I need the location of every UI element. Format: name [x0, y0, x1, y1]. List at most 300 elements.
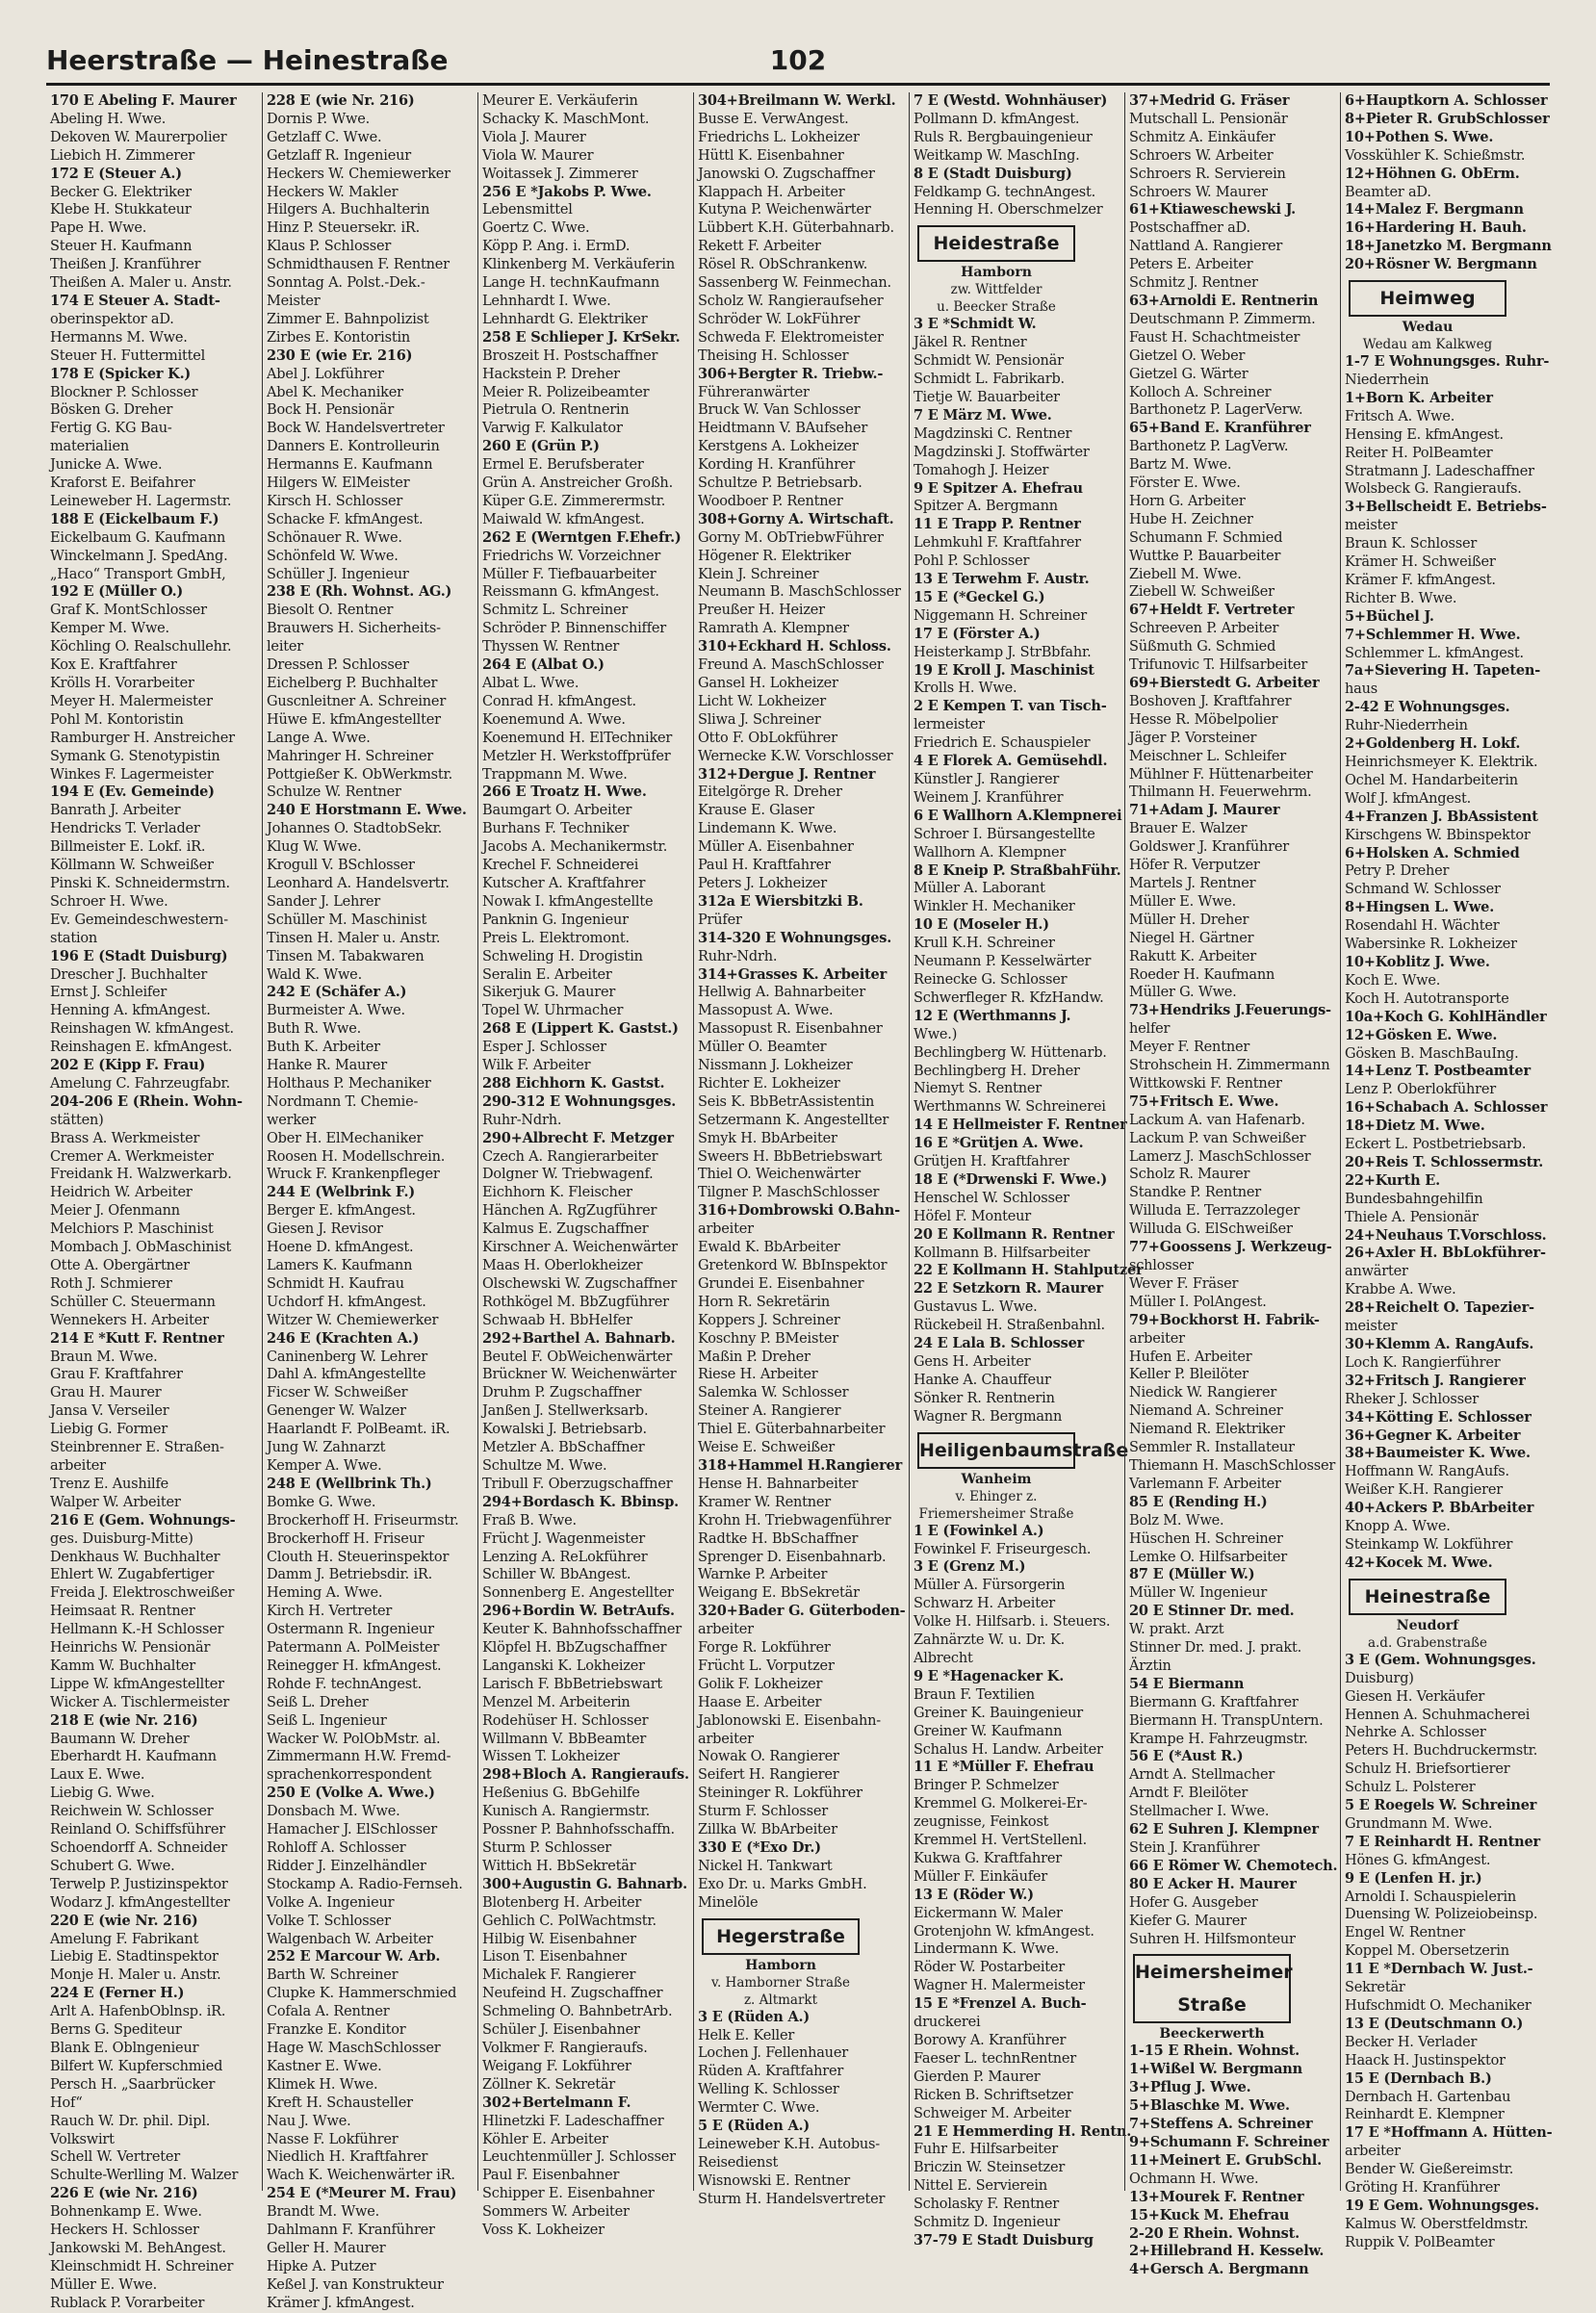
resident-entry: Köpp P. Ang. i. ErmD. [482, 239, 631, 255]
resident-entry: Schwaab H. BbHelfer [482, 1312, 632, 1328]
resident-entry: Wennekers H. Arbeiter [50, 1312, 209, 1328]
house-number-entry: 87 E (Müller W.) [1129, 1566, 1255, 1583]
house-number-entry: 264 E (Albat O.) [482, 656, 605, 674]
resident-entry: Berns G. Spediteur [50, 2022, 182, 2039]
resident-entry: arbeiter [698, 1731, 754, 1747]
resident-entry: Höfer R. Verputzer [1129, 858, 1260, 874]
resident-entry: Schweda F. Elektromeister [698, 329, 884, 346]
resident-entry: Hufen E. Arbeiter [1129, 1349, 1252, 1365]
house-number-entry: 1-7 E Wohnungsges. Ruhr- [1345, 353, 1550, 371]
resident-entry: Dornis P. Wwe. [267, 111, 371, 127]
resident-entry: Wabersinke R. Lokheizer [1345, 937, 1517, 953]
resident-entry: Monje H. Maler u. Anstr. [50, 1967, 221, 1984]
resident-entry: Kastner E. Wwe. [267, 2058, 382, 2074]
resident-entry: Bruck W. Van Schlosser [698, 402, 861, 419]
house-number-entry: 18+Dietz M. Wwe. [1345, 1118, 1485, 1135]
page-header [46, 44, 1550, 86]
house-number-entry: 300+Augustin G. Bahnarb. [482, 1875, 687, 1892]
resident-entry: Stellmacher I. Wwe. [1129, 1804, 1270, 1820]
resident-entry: Billmeister E. Lokf. iR. [50, 839, 206, 856]
resident-entry: Panknin G. Ingenieur [482, 912, 629, 928]
house-number-entry: 266 E Troatz H. Wwe. [482, 784, 647, 801]
resident-entry: Boshoven J. Kraftfahrer [1129, 693, 1292, 709]
house-number-entry: 6+Holsken A. Schmied [1345, 844, 1520, 861]
house-number-entry: 28+Reichelt O. Tapezier- [1345, 1299, 1534, 1317]
resident-entry: Müller I. PolAngest. [1129, 1294, 1267, 1310]
resident-entry: Schalus H. Landw. Arbeiter [914, 1741, 1103, 1758]
resident-entry: Viola J. Maurer [482, 129, 586, 145]
house-number-entry: 294+Bordasch K. Bbinsp. [482, 1493, 679, 1510]
resident-entry: Hesse R. Möbelpolier [1129, 711, 1278, 728]
house-number-entry: 14 E Hellmeister F. Rentner [914, 1117, 1127, 1134]
resident-entry: Maßin P. Dreher [698, 1349, 811, 1365]
resident-entry: Ruppik V. PolBeamter [1345, 2234, 1495, 2250]
resident-entry: Sonntag A. Polst.-Dek.- [267, 275, 425, 292]
house-number-entry: 250 E (Volke A. Wwe.) [267, 1785, 435, 1802]
house-number-entry: 20+Reis T. Schlossermstr. [1345, 1153, 1544, 1170]
resident-entry: Postschaffner aD. [1129, 220, 1250, 237]
resident-entry: Friedrichs L. Lokheizer [698, 129, 860, 145]
resident-entry: Kremmel G. Molkerei-Er- [914, 1796, 1088, 1812]
resident-entry: Hermanns M. Wwe. [50, 329, 188, 346]
house-number-entry: 202 E (Kipp F. Frau) [50, 1057, 206, 1074]
house-number-entry: 1 E (Fowinkel A.) [914, 1522, 1044, 1539]
resident-entry: Schultze M. Wwe. [482, 1457, 607, 1474]
house-number-entry: 10a+Koch G. KohlHändler [1345, 1008, 1547, 1025]
resident-entry: Wilk F. Arbeiter [482, 1058, 591, 1074]
resident-entry: Liebig E. Stadtinspektor [50, 1949, 219, 1966]
resident-entry: Massopust A. Wwe. [698, 1003, 834, 1019]
resident-entry: Schwarz H. Arbeiter [914, 1596, 1055, 1612]
resident-entry: Köchling O. Realschullehr. [50, 639, 232, 655]
resident-entry: Wagner H. Malermeister [914, 1978, 1085, 1994]
resident-entry: Jacobs A. Mechanikermstr. [482, 839, 668, 856]
resident-entry: Ficser W. Schweißer [267, 1385, 408, 1401]
resident-entry: Steinbrenner E. Straßen- [50, 1440, 224, 1456]
resident-entry: Thiel O. Weichenwärter [698, 1167, 861, 1183]
resident-entry: Werthmanns W. Schreinerei [914, 1099, 1106, 1116]
resident-entry: Sprenger D. Eisenbahnarb. [698, 1549, 887, 1565]
resident-entry: Kerstgens A. Lokheizer [698, 439, 859, 455]
resident-entry: station [50, 930, 98, 946]
resident-entry: Woitassek J. Zimmerer [482, 166, 638, 182]
resident-entry: Freund A. MaschSchlosser [698, 657, 884, 674]
resident-entry: Arndt F. Bleilöter [1129, 1786, 1248, 1802]
resident-entry: Koppel M. Obersetzerin [1345, 1943, 1509, 1960]
house-number-entry: 17 E *Hoffmann A. Hütten- [1345, 2124, 1553, 2142]
resident-entry: Lison T. Eisenbahner [482, 1949, 627, 1966]
resident-entry: Maiwald W. kfmAngest. [482, 511, 645, 527]
resident-entry: Meier J. Ofenmann [50, 1203, 180, 1220]
resident-entry: Michalek F. Rangierer [482, 1967, 636, 1984]
resident-entry: Franzke E. Konditor [267, 2022, 406, 2039]
resident-entry: Klug W. Wwe. [267, 839, 362, 856]
resident-entry: Fertig G. KG Bau- [50, 421, 172, 437]
resident-entry: Ziebell M. Wwe. [1129, 566, 1242, 582]
resident-entry: Hanke R. Maurer [267, 1058, 388, 1074]
house-number-entry: 61+Ktiaweschewski J. [1129, 201, 1297, 218]
resident-entry: Spitzer A. Bergmann [914, 499, 1058, 515]
resident-entry: Horn R. Sekretärin [698, 1294, 830, 1310]
resident-entry: Otto F. ObLokführer [698, 730, 837, 746]
resident-entry: Sturm P. Schlosser [482, 1840, 611, 1856]
house-number-entry: 5+Büchel J. [1345, 607, 1434, 625]
house-number-entry: 80 E Acker H. Maurer [1129, 1875, 1297, 1892]
resident-entry: Willuda G. ElSchweißer [1129, 1221, 1293, 1238]
resident-entry: Reinshagen E. kfmAngest. [50, 1040, 233, 1056]
resident-entry: Esper J. Schlosser [482, 1040, 606, 1056]
column-1 [46, 92, 243, 2311]
resident-entry: Abel K. Mechaniker [267, 384, 403, 400]
resident-entry: Standke P. Rentner [1129, 1185, 1261, 1201]
house-number-entry: 2-42 E Wohnungsges. [1345, 699, 1510, 716]
resident-entry: Giesen H. Verkäufer [1345, 1688, 1485, 1705]
resident-entry: Trappmann M. Wwe. [482, 766, 628, 783]
resident-entry: Schmitz A. Einkäufer [1129, 129, 1275, 145]
resident-entry: sprachenkorrespondent [267, 1767, 432, 1784]
house-number-entry: 14+Malez F. Bergmann [1345, 201, 1524, 218]
resident-entry: Ernst J. Schleifer [50, 985, 167, 1001]
resident-entry: Nordmann T. Chemie- [267, 1093, 419, 1110]
resident-entry: Hönes G. kfmAngest. [1345, 1852, 1491, 1868]
house-number-entry: 262 E (Werntgen F.Ehefr.) [482, 528, 682, 546]
house-number-entry: 19 E Gem. Wohnungsges. [1345, 2197, 1539, 2214]
resident-entry: Pietrula O. Rentnerin [482, 402, 630, 419]
column-4 [693, 92, 906, 2207]
resident-entry: Kalmus E. Zugschaffner [482, 1221, 649, 1238]
house-number-entry: 316+Dombrowski O.Bahn- [698, 1202, 900, 1220]
resident-entry: Küper G.E. Zimmerermstr. [482, 493, 666, 509]
house-number-entry: 312+Dergue J. Rentner [698, 765, 876, 783]
resident-entry: Grotenjohn W. kfmAngest. [914, 1923, 1094, 1940]
resident-entry: Woodboer P. Rentner [698, 493, 843, 509]
resident-entry: Schröder W. LokFührer [698, 311, 861, 327]
resident-entry: Bolz M. Wwe. [1129, 1512, 1224, 1529]
resident-entry: Cremer A. Werkmeister [50, 1148, 214, 1165]
resident-entry: Rosendahl H. Wächter [1345, 918, 1500, 935]
resident-entry: Sikerjuk G. Maurer [482, 985, 616, 1001]
resident-entry: Geller H. Maurer [267, 2240, 386, 2256]
resident-entry: Beutel F. ObWeichenwärter [482, 1349, 673, 1365]
resident-entry: Horn G. Arbeiter [1129, 493, 1246, 509]
resident-entry: Schipper E. Eisenbahner [482, 2186, 655, 2202]
resident-entry: Heidtmann V. BAufseher [698, 421, 868, 437]
resident-entry: Pape H. Wwe. [50, 220, 147, 237]
resident-entry: Schmitz J. Rentner [1129, 275, 1258, 292]
resident-entry: materialien [50, 439, 130, 455]
resident-entry: Lemke O. Hilfsarbeiter [1129, 1549, 1287, 1565]
resident-entry: Neumann P. Kesselwärter [914, 954, 1092, 970]
street-range-note: Friemersheimer Straße [918, 1505, 1074, 1522]
resident-entry: Schönfeld W. Wwe. [267, 548, 399, 564]
resident-entry: Buth R. Wwe. [267, 1021, 362, 1038]
resident-entry: Eitelgörge R. Dreher [698, 784, 842, 801]
resident-entry: Liebich H. Zimmerer [50, 147, 195, 164]
resident-entry: zeugnisse, Feinkost [914, 1814, 1049, 1831]
house-number-entry: 9 E (Lenfen H. jr.) [1345, 1869, 1482, 1887]
resident-entry: Volkmer F. Rangieraufs. [482, 2040, 648, 2056]
house-number-entry: 218 E (wie Nr. 216) [50, 1711, 198, 1729]
resident-entry: Preußer H. Heizer [698, 603, 825, 619]
resident-entry: Barthonetz P. LagVerw. [1129, 439, 1289, 455]
resident-entry: Rakutt K. Arbeiter [1129, 948, 1256, 964]
resident-entry: Donsbach M. Wwe. [267, 1804, 400, 1820]
resident-entry: Weißer K.H. Rangierer [1345, 1482, 1504, 1499]
resident-entry: Bock W. Handelsvertreter [267, 421, 445, 437]
resident-entry: Koenemund A. Wwe. [482, 711, 626, 728]
street-heading: Heinestraße [1349, 1579, 1506, 1615]
house-number-entry: 12+Gösken E. Wwe. [1345, 1026, 1498, 1043]
resident-entry: Krölls H. Vorarbeiter [50, 676, 194, 691]
resident-entry: Willmann V. BbBeamter [482, 1731, 647, 1747]
resident-entry: Ruhr-Ndrh. [482, 1112, 562, 1128]
resident-entry: Reissmann G. kfmAngest. [482, 584, 659, 601]
resident-entry: Viola W. Maurer [482, 147, 594, 164]
resident-entry: anwärter [1345, 1264, 1408, 1280]
resident-entry: Rekett F. Arbeiter [698, 239, 821, 255]
resident-entry: Mombach J. ObMaschinist [50, 1240, 232, 1256]
resident-entry: lermeister [914, 717, 985, 733]
resident-entry: Röder W. Postarbeiter [914, 1960, 1066, 1976]
house-number-entry: 1+Born K. Arbeiter [1345, 389, 1493, 406]
resident-entry: Reisedienst [698, 2154, 779, 2171]
resident-entry: Symank G. Stenotypistin [50, 748, 220, 764]
resident-entry: werker [267, 1112, 317, 1128]
resident-entry: Cofala A. Rentner [267, 2004, 390, 2020]
resident-entry: Zillka W. BbArbeiter [698, 1822, 837, 1838]
resident-entry: Eickermann W. Maler [914, 1905, 1063, 1921]
house-number-entry: 34+Kötting E. Schlosser [1345, 1408, 1532, 1426]
resident-entry: Kemper A. Wwe. [267, 1457, 382, 1474]
street-heading: Heiligenbaumstraße [917, 1432, 1075, 1469]
resident-entry: Olschewski W. Zugschaffner [482, 1275, 678, 1292]
resident-entry: Minelöle [698, 1894, 759, 1911]
resident-entry: Welling K. Schlosser [698, 2082, 839, 2098]
resident-entry: Patermann A. PolMeister [267, 1640, 440, 1657]
resident-entry: Tietje W. Bauarbeiter [914, 389, 1060, 405]
resident-entry: Weigang E. BbSekretär [698, 1585, 860, 1602]
resident-entry: Albrecht [914, 1650, 973, 1666]
resident-entry: arbeiter [1129, 1330, 1185, 1347]
resident-entry: Abel J. Lokführer [267, 366, 384, 382]
resident-entry: Deutschmann P. Zimmerm. [1129, 311, 1316, 327]
resident-entry: Braun K. Schlosser [1345, 536, 1478, 553]
resident-entry: Thyssen W. Rentner [482, 639, 620, 655]
resident-entry: Wittkowski F. Rentner [1129, 1075, 1282, 1092]
house-number-entry: 306+Bergter R. Triebw.- [698, 365, 884, 382]
house-number-entry: 24 E Lala B. Schlosser [914, 1335, 1085, 1352]
house-number-entry: 318+Hammel H.Rangierer [698, 1456, 903, 1474]
resident-entry: Graf K. MontSchlosser [50, 603, 207, 619]
resident-entry: Schumann F. Schmied [1129, 529, 1283, 546]
house-number-entry: 194 E (Ev. Gemeinde) [50, 784, 215, 801]
district-heading: Wedau [1402, 320, 1454, 336]
resident-entry: Wernecke K.W. Vorschlosser [698, 748, 893, 764]
resident-entry: Giesen J. Revisor [267, 1221, 383, 1238]
resident-entry: Schroer I. Bürsangestellte [914, 826, 1095, 842]
resident-entry: Koppers J. Schreiner [698, 1312, 840, 1328]
resident-entry: Tribull F. Oberzugschaffner [482, 1476, 673, 1492]
resident-entry: Volke T. Schlosser [267, 1913, 391, 1929]
house-number-entry: 230 E (wie Er. 216) [267, 347, 413, 364]
resident-entry: Goertz C. Wwe. [482, 220, 590, 237]
resident-entry: Heming A. Wwe. [267, 1585, 383, 1602]
resident-entry: Kox E. Kraftfahrer [50, 657, 177, 674]
resident-entry: Trenz E. Aushilfe [50, 1476, 168, 1492]
resident-entry: Buth K. Arbeiter [267, 1040, 380, 1056]
street-range-note: a.d. Grabenstraße [1367, 1634, 1488, 1651]
resident-entry: Wisnowski E. Rentner [698, 2172, 850, 2189]
resident-entry: Müller A. Laborant [914, 881, 1045, 897]
resident-entry: Knopp A. Wwe. [1345, 1519, 1451, 1535]
house-number-entry: 15+Kuck M. Ehefrau [1129, 2206, 1290, 2223]
resident-entry: Lindermann K. Wwe. [914, 1941, 1060, 1958]
house-number-entry: 69+Bierstedt G. Arbeiter [1129, 675, 1320, 691]
resident-entry: Amelung F. Fabrikant [50, 1931, 199, 1947]
resident-entry: Schröder P. Binnenschiffer [482, 621, 666, 637]
resident-entry: Eckert L. Postbetriebsarb. [1345, 1137, 1527, 1153]
house-number-entry: 22 E Kollmann H. Stahlputzer [914, 1262, 1144, 1279]
resident-entry: Grau F. Kraftfahrer [50, 1367, 183, 1383]
resident-entry: Golik F. Lokheizer [698, 1676, 823, 1692]
resident-entry: Schmeling O. BahnbetrArb. [482, 2004, 673, 2020]
resident-entry: Getzlaff C. Wwe. [267, 129, 382, 145]
house-number-entry: 226 E (wie Nr. 216) [50, 2185, 198, 2202]
resident-entry: Wagner R. Bergmann [914, 1408, 1063, 1425]
resident-entry: Kirsch H. Schlosser [267, 493, 403, 509]
resident-entry: Meyer F. Rentner [1129, 1040, 1250, 1056]
resident-entry: Peters E. Arbeiter [1129, 257, 1253, 273]
resident-entry: Kunisch A. Rangiermstr. [482, 1804, 651, 1820]
resident-entry: Amelung C. Fahrzeugfabr. [50, 1075, 231, 1092]
resident-entry: Schmidt W. Pensionär [914, 353, 1064, 370]
house-number-entry: 2 E Kempen T. van Tisch- [914, 698, 1107, 715]
house-number-entry: 292+Barthel A. Bahnarb. [482, 1329, 676, 1347]
resident-entry: Ermel E. Berufsberater [482, 457, 644, 474]
resident-entry: Reiter H. PolBeamter [1345, 445, 1493, 461]
resident-entry: Topel W. Uhrmacher [482, 1003, 624, 1019]
resident-entry: helfer [1129, 1021, 1171, 1038]
resident-entry: Klebe H. Stukkateur [50, 202, 192, 218]
resident-entry: Becker H. Verlader [1345, 2034, 1478, 2050]
resident-entry: Grundmann M. Wwe. [1345, 1815, 1493, 1832]
resident-entry: Schmand W. Schlosser [1345, 882, 1501, 898]
resident-entry: Druhm P. Zugschaffner [482, 1385, 642, 1401]
resident-entry: Schulte-Werlling M. Walzer [50, 2168, 239, 2184]
resident-entry: Weinem J. Kranführer [914, 789, 1064, 806]
resident-entry: Klein J. Schreiner [698, 566, 819, 582]
resident-entry: Lenz P. Oberlokführer [1345, 1082, 1496, 1098]
resident-entry: Hlinetzki F. Ladeschaffner [482, 2113, 664, 2129]
resident-entry: Arnoldi I. Schauspielerin [1345, 1889, 1517, 1905]
resident-entry: leiter [267, 639, 303, 655]
resident-entry: Heckers H. Schlosser [50, 2223, 199, 2239]
resident-entry: Arlt A. HafenbOblnsp. iR. [50, 2004, 226, 2020]
resident-entry: Lindemann K. Wwe. [698, 821, 837, 837]
resident-entry: Wissen T. Lokheizer [482, 1749, 620, 1765]
house-number-entry: 252 E Marcour W. Arb. [267, 1948, 441, 1966]
resident-entry: Müller G. Wwe. [1129, 985, 1237, 1001]
resident-entry: Heinrichs W. Pensionär [50, 1640, 211, 1657]
resident-entry: Denkhaus W. Buchhalter [50, 1549, 220, 1565]
house-number-entry: 2+Goldenberg H. Lokf. [1345, 735, 1521, 753]
house-number-entry: 5 E Roegels W. Schreiner [1345, 1797, 1537, 1814]
resident-entry: Eichhorn K. Fleischer [482, 1185, 632, 1201]
house-number-entry: 244 E (Welbrink F.) [267, 1184, 415, 1201]
resident-entry: Bock H. Pensionär [267, 402, 395, 419]
resident-entry: Braun M. Wwe. [50, 1349, 158, 1365]
house-number-entry: 19 E Kroll J. Maschinist [914, 661, 1094, 679]
resident-entry: Getzlaff R. Ingenieur [267, 147, 411, 164]
resident-entry: Baumgart O. Arbeiter [482, 803, 632, 819]
resident-entry: Hanke A. Chauffeur [914, 1372, 1051, 1388]
resident-entry: Scholasky F. Rentner [914, 2197, 1059, 2213]
resident-entry: Henning A. kfmAngest. [50, 1003, 211, 1019]
house-number-entry: 298+Bloch A. Rangieraufs. [482, 1766, 689, 1784]
resident-entry: Koch H. Autotransporte [1345, 990, 1509, 1007]
resident-entry: Blotenberg H. Arbeiter [482, 1894, 642, 1911]
resident-entry: Mutschall L. Pensionär [1129, 111, 1288, 127]
resident-entry: Förster E. Wwe. [1129, 475, 1241, 492]
resident-entry: Niegel H. Gärtner [1129, 930, 1254, 946]
resident-entry: Burhans F. Techniker [482, 821, 630, 837]
resident-entry: Rothkögel M. BbZugführer [482, 1294, 669, 1310]
resident-entry: Köhler E. Arbeiter [482, 2131, 608, 2147]
resident-entry: Müller E. Wwe. [50, 2276, 158, 2293]
street-range-note: zw. Wittfelder [950, 282, 1043, 298]
resident-entry: Müller E. Wwe. [1129, 893, 1237, 910]
resident-entry: Reichwein W. Schlosser [50, 1804, 214, 1820]
resident-entry: Ochmann H. Wwe. [1129, 2171, 1259, 2187]
house-number-entry: 21 E Hemmerding H. Rentn. [914, 2122, 1132, 2140]
resident-entry: Janowski O. Zugschaffner [698, 166, 875, 182]
house-number-entry: 11 E *Müller F. Ehefrau [914, 1759, 1094, 1776]
resident-entry: Lenzing A. ReLokführer [482, 1549, 648, 1565]
resident-entry: Menzel M. Arbeiterin [482, 1694, 631, 1710]
resident-entry: Steininger R. Lokführer [698, 1786, 862, 1802]
resident-entry: Heckers W. Makler [267, 184, 399, 200]
house-number-entry: 188 E (Eickelbaum F.) [50, 510, 219, 527]
resident-entry: Lange A. Wwe. [267, 730, 371, 746]
house-number-entry: 220 E (wie Nr. 216) [50, 1912, 198, 1929]
resident-entry: Riese H. Arbeiter [698, 1367, 818, 1383]
resident-entry: Exo Dr. u. Marks GmbH. [698, 1876, 867, 1892]
resident-entry: Ridder J. Einzelhändler [267, 1858, 426, 1874]
resident-entry: Schoendorff A. Schneider [50, 1840, 227, 1856]
resident-entry: Metzler A. BbSchaffner [482, 1440, 645, 1456]
resident-entry: Schmitz L. Schreiner [482, 603, 629, 619]
house-number-entry: 22 E Setzkorn R. Maurer [914, 1280, 1103, 1298]
resident-entry: Grütjen H. Kraftfahrer [914, 1154, 1069, 1170]
street-heading: Heidestraße [917, 225, 1075, 262]
resident-entry: Sassenberg W. Feinmechan. [698, 275, 891, 292]
resident-entry: Thiele A. Pensionär [1345, 1209, 1479, 1225]
resident-entry: Meyer H. Malermeister [50, 693, 213, 709]
resident-entry: Krabbe A. Wwe. [1345, 1282, 1456, 1298]
resident-entry: Müller A. Fürsorgerin [914, 1578, 1066, 1594]
resident-entry: Wwe.) [914, 1026, 958, 1042]
house-number-entry: 18 E (*Drwenski F. Wwe.) [914, 1170, 1108, 1188]
house-number-entry: 224 E (Ferner H.) [50, 1985, 185, 2002]
resident-entry: Kutyna P. Weichenwärter [698, 202, 871, 218]
house-number-entry: 3 E (Gem. Wohnungsges. [1345, 1651, 1536, 1668]
resident-entry: Jäger P. Vorsteiner [1129, 730, 1257, 746]
resident-entry: Jablonowski E. Eisenbahn- [698, 1712, 881, 1729]
house-number-entry: 290+Albrecht F. Metzger [482, 1129, 674, 1146]
resident-entry: Roth J. Schmierer [50, 1275, 172, 1292]
resident-entry: ges. Duisburg-Mitte) [50, 1530, 193, 1547]
house-number-entry: 15 E (Dernbach B.) [1345, 2069, 1492, 2087]
